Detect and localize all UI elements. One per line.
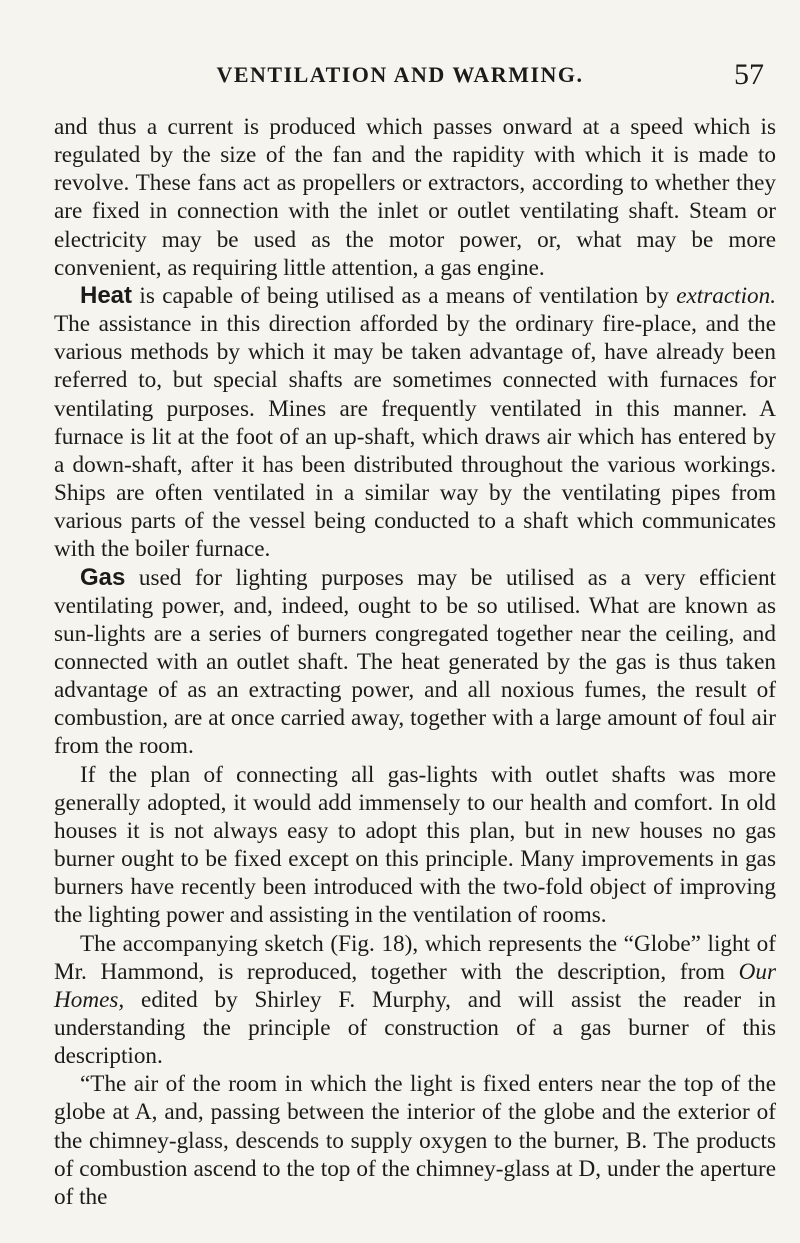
paragraph-text: used for lighting purposes may be utilised as a very efficient ventilating power, and, indeed, ought to be so utilised. What are known as sun-lights are a series of burners congregated together near the ceiling, and connected with an outlet shaft. The heat generated by the gas is thus taken advantage of as an extracting power, and all noxious fumes, the result of combustion, are at once carried away, together with a large amount of foul air from the room. — [54, 564, 776, 760]
paragraph-text: edited by Shirley F. Murphy, and will assist the reader in understanding the principle of construction of a gas burner of this description. — [54, 986, 776, 1070]
paragraph-text: and thus a current is produced which passes onward at a speed which is regulated by the size of the fan and the rapidity with which it is made to revolve. These fans act as propellers or extractors, according to whether they are fixed in connection with the inlet or outlet ventilating shaft. Steam or electricity may be used as the motor power, or, what may be more convenient, as requiring little attention, a gas engine. — [54, 114, 776, 281]
sidehead-gas: Gas — [80, 563, 126, 591]
paragraph-text: The assistance in this direction afforded by the ordinary fire-place, and the various methods by which it may be taken advantage of, have already been referred to, but special shafts are sometimes connected with furnaces for ventilating purposes. Mines are frequently ventilated in this manner. A furnace is lit at the foot of an up-shaft, which draws air which has entered by a down-shaft, after it has been distributed throughout the various workings. Ships are often ventilated in a similar way by the ventilating pipes from various parts of the vessel being conducted to a shaft which communicates with the boiler furnace. — [54, 311, 776, 563]
running-title: VENTILATION AND WARMING. — [216, 62, 584, 87]
paragraph-outlet-shafts — [54, 761, 776, 930]
paragraph-heat — [54, 282, 776, 564]
paragraph-globe-light — [54, 930, 776, 1071]
running-head — [0, 58, 800, 98]
paragraph-text: “The air of the room in which the light is fixed enters near the top of the globe at A, and, passing between the interior of the globe and the exterior of the chimney-glass, descends to supply oxygen to the burner, B. The products of combustion ascend to the top of the chimney-glass at D, under the aperture of the — [54, 1071, 776, 1210]
body-text — [54, 113, 776, 1211]
paragraph-text: If the plan of connecting all gas-lights with outlet shafts was more generally adopted, it would add immensely to our health and comfort. In old houses it is not always easy to adopt this plan, but in new houses no gas burner ought to be fixed except on this principle. Many improvements in gas burners have recently been introduced with the two-fold object of improving the lighting power and assisting in the ventilation of rooms. — [54, 761, 776, 929]
paragraph-gas — [54, 564, 776, 761]
paragraph-fan-ventilation — [54, 113, 776, 282]
italic-term: extraction. — [676, 282, 776, 309]
italic-title: Our Homes, — [54, 958, 776, 1013]
sidehead-heat: Heat — [80, 281, 133, 309]
paragraph-quoted-description — [54, 1070, 776, 1211]
paragraph-text: The accompanying sketch (Fig. 18), which represents the “Globe” light of Mr. Hammond, is reproduced, together with the description, from — [54, 930, 776, 985]
page-number: 57 — [734, 58, 764, 91]
paragraph-text: is capable of being utilised as a means of ventilation by — [132, 282, 677, 309]
